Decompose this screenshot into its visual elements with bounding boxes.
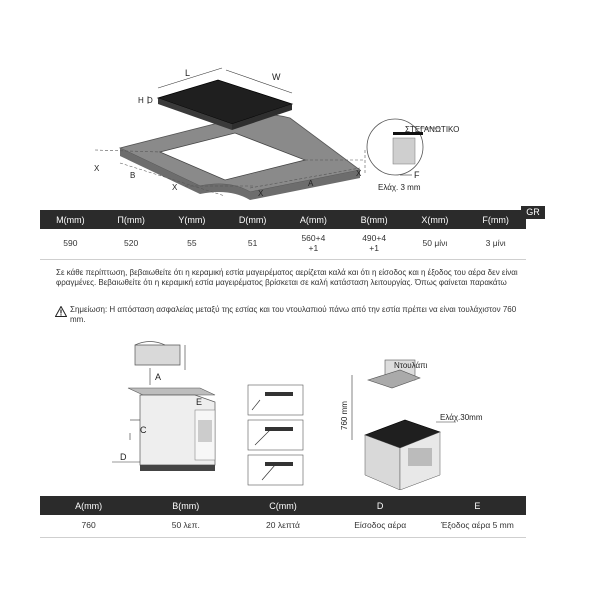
table-cell: 3 μίνι [465,229,526,260]
table-cell: 490+4 +1 [344,229,405,260]
col-header: M(mm) [40,210,101,229]
col-header: X(mm) [405,210,466,229]
table-cell: 590 [40,229,101,260]
table-cell: 760 [40,515,137,538]
table-cell: 50 λεπ. [137,515,234,538]
cabinet-label: Ντουλάπι [394,361,428,370]
ventilation-diagram [0,330,600,490]
table-cell: Είσοδος αέρα [332,515,429,538]
label-W: W [272,72,281,82]
label-X-mid: X [258,189,264,198]
label-A: A [308,179,314,188]
label-A-bottom: A [155,372,162,382]
dimensions-table [40,210,526,260]
col-header: F(mm) [465,210,526,229]
label-B: B [130,171,136,180]
label-D: D [147,96,153,105]
table-row [40,229,526,260]
label-C-bottom: C [140,425,147,435]
label-F: F [414,170,420,180]
table-cell: 20 λεπτά [234,515,331,538]
table-row [40,515,526,538]
table-cell: 520 [101,229,162,260]
label-H: H [138,96,144,105]
safety-note: Σημείωση: Η απόσταση ασφαλείας μεταξύ της εστίας και του ντουλαπιού πάνω από την εστία πρέπει να είναι τουλάχιστον 760 mm. [70,305,517,324]
table-cell: 55 [162,229,223,260]
col-header: D [332,496,429,515]
col-header: E [429,496,526,515]
table-cell: 560+4 +1 [283,229,344,260]
seal-label: ΣΤΕΓΑΝΩΤΙΚΟ [405,125,460,134]
col-header: D(mm) [222,210,283,229]
min3-label: Ελάχ. 3 mm [378,183,421,192]
label-D-bottom: D [120,452,127,462]
col-header: B(mm) [344,210,405,229]
table-cell: 51 [222,229,283,260]
label-X-right: X [356,169,362,178]
table-cell: Έξοδος αέρα 5 mm [429,515,526,538]
label-E-bottom: E [196,397,203,407]
label-X-bottom: X [172,183,178,192]
col-header: A(mm) [40,496,137,515]
hob-installation-diagram [0,0,600,200]
warning-icon [55,306,67,317]
table-cell: 50 μίνι [405,229,466,260]
ventilation-paragraph: Σε κάθε περίπτωση, βεβαιωθείτε ότι η κεραμική εστία μαγειρέματος αερίζεται καλά και ότι η είσοδος και η έξοδος του αέρα δεν είναι φραγμένες. Βεβαιωθείτε ότι η κεραμική εστία μαγειρέματος βρίσκεται σε καλή κατάσταση λειτουργίας. Όπως φαίνεται παρακάτω [56,268,518,287]
language-tab: GR [521,206,545,219]
height-760-label: 760 mm [340,401,349,430]
col-header: Π(mm) [101,210,162,229]
col-header: A(mm) [283,210,344,229]
col-header: Y(mm) [162,210,223,229]
label-X-left: X [94,164,100,173]
col-header: C(mm) [234,496,331,515]
min30-label: Ελάχ.30mm [440,413,483,422]
label-L: L [185,68,191,78]
ventilation-table [40,496,526,538]
col-header: B(mm) [137,496,234,515]
